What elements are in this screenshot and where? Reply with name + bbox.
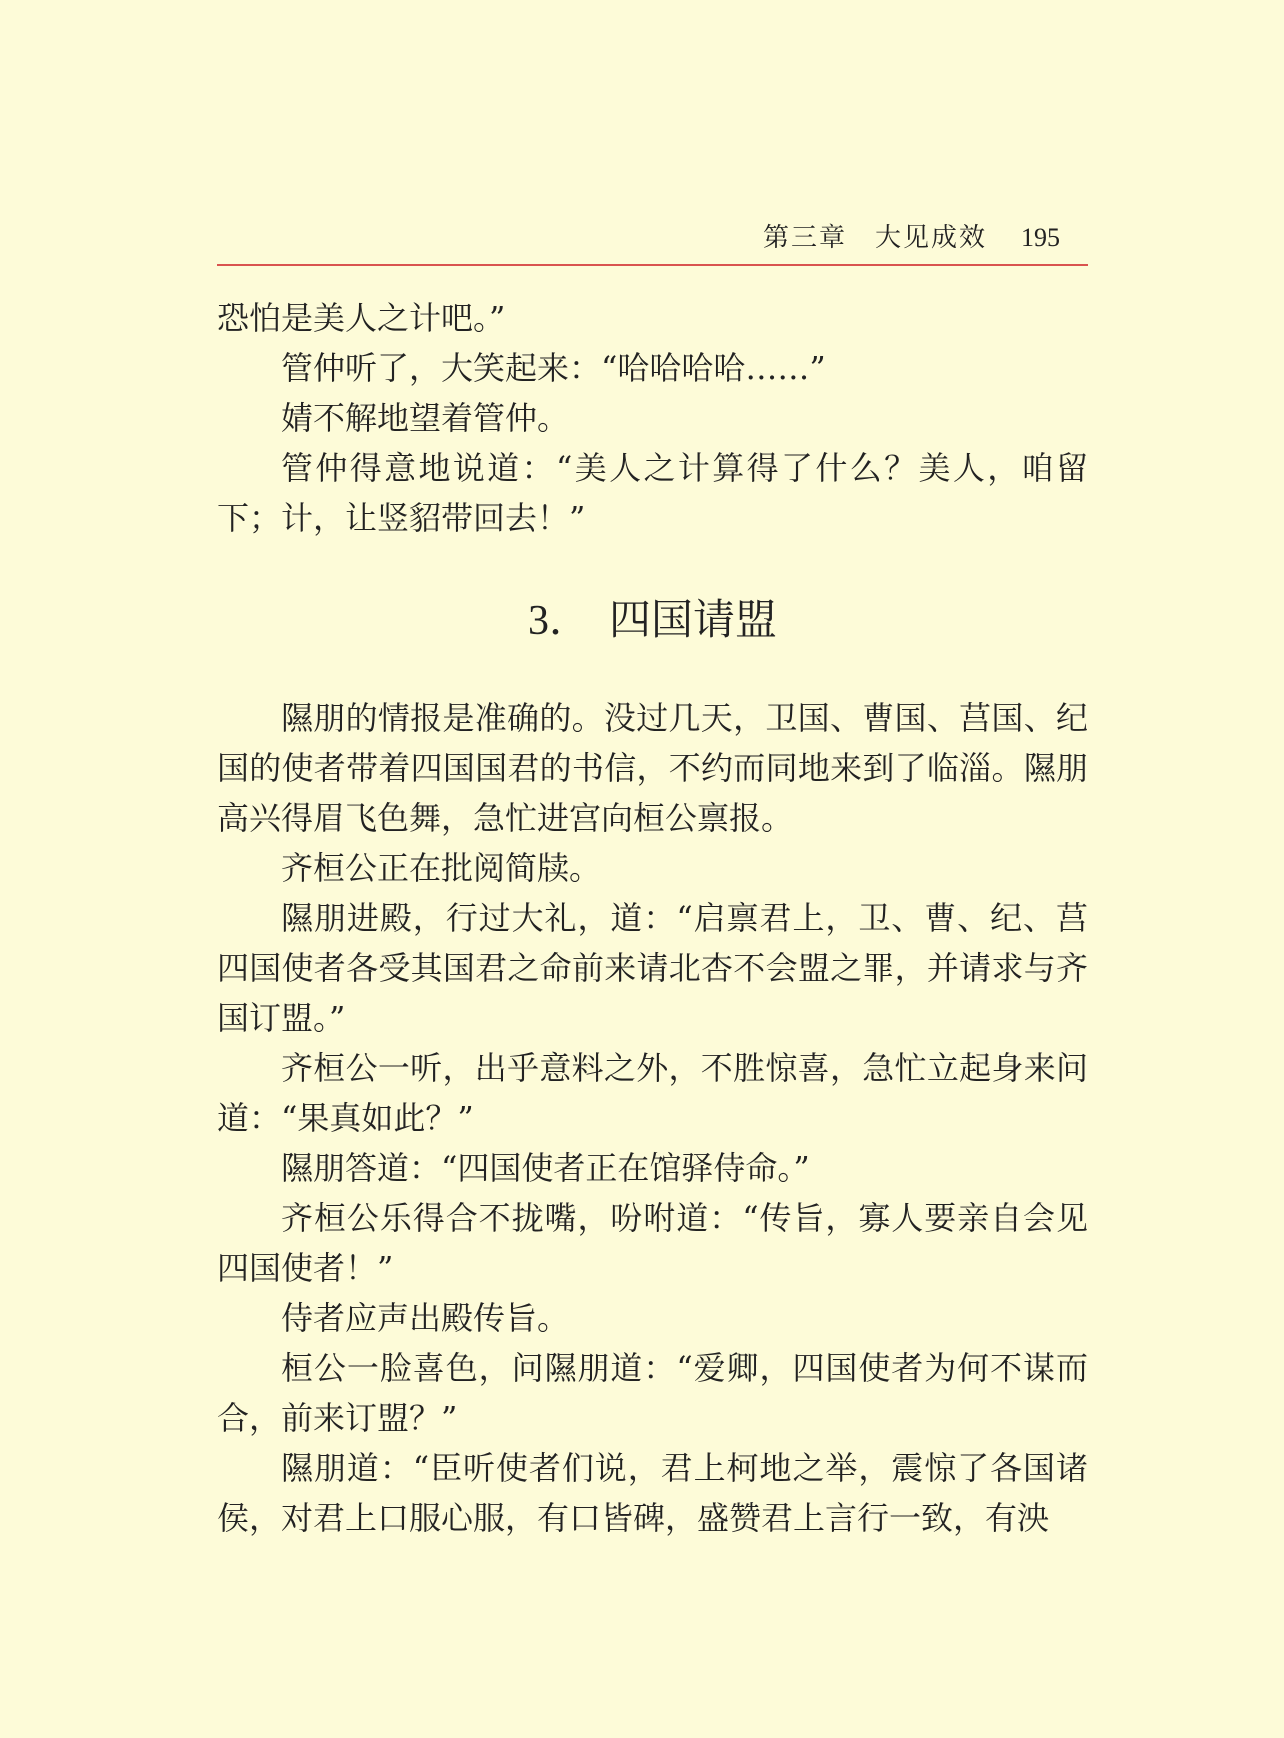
chapter-label: 第三章	[762, 223, 847, 253]
text-block-main	[217, 693, 1088, 1543]
text-block-top	[217, 293, 1088, 543]
paragraph: 齐桓公正在批阅简牍。	[281, 849, 602, 887]
section-number: 3．	[527, 598, 591, 644]
paragraph: 隰朋的情报是准确的。没过几天，卫国、曹国、莒国、纪国的使者带着四国国君的书信，不约而同地来到了临淄。隰朋高兴得眉飞色舞，急忙进宫向桓公禀报。	[217, 699, 1088, 837]
paragraph: 齐桓公乐得合不拢嘴，吩咐道：“传旨，寡人要亲自会见四国使者！”	[217, 1199, 1088, 1287]
running-header	[217, 218, 1088, 258]
paragraph: 侍者应声出殿传旨。	[281, 1299, 570, 1337]
paragraph: 齐桓公一听，出乎意料之外，不胜惊喜，急忙立起身来问道：“果真如此？”	[217, 1049, 1088, 1137]
paragraph: 桓公一脸喜色，问隰朋道：“爱卿，四国使者为何不谋而合，前来订盟？”	[217, 1349, 1088, 1437]
paragraph: 隰朋答道：“四国使者正在馆驿侍命。”	[281, 1149, 810, 1187]
paragraph: 管仲听了，大笑起来：“哈哈哈哈……”	[281, 349, 826, 387]
paragraph: 婧不解地望着管仲。	[281, 399, 570, 437]
chapter-title: 大见成效	[874, 223, 987, 253]
book-page	[217, 0, 1088, 1738]
paragraph: 管仲得意地说道：“美人之计算得了什么？美人，咱留下；计，让竖貂带回去！”	[217, 449, 1088, 537]
section-heading	[217, 590, 1088, 651]
page-number: 195	[1021, 223, 1060, 252]
paragraph-continuation: 恐怕是美人之计吧。”	[217, 299, 506, 337]
header-rule	[217, 264, 1088, 266]
paragraph: 隰朋进殿，行过大礼，道：“启禀君上，卫、曹、纪、莒四国使者各受其国君之命前来请北杏不会盟之罪，并请求与齐国订盟。”	[217, 899, 1088, 1037]
paragraph: 隰朋道：“臣听使者们说，君上柯地之举，震惊了各国诸侯，对君上口服心服，有口皆碑，盛赞君上言行一致，有泱	[217, 1449, 1088, 1537]
section-title: 四国请盟	[609, 595, 778, 644]
